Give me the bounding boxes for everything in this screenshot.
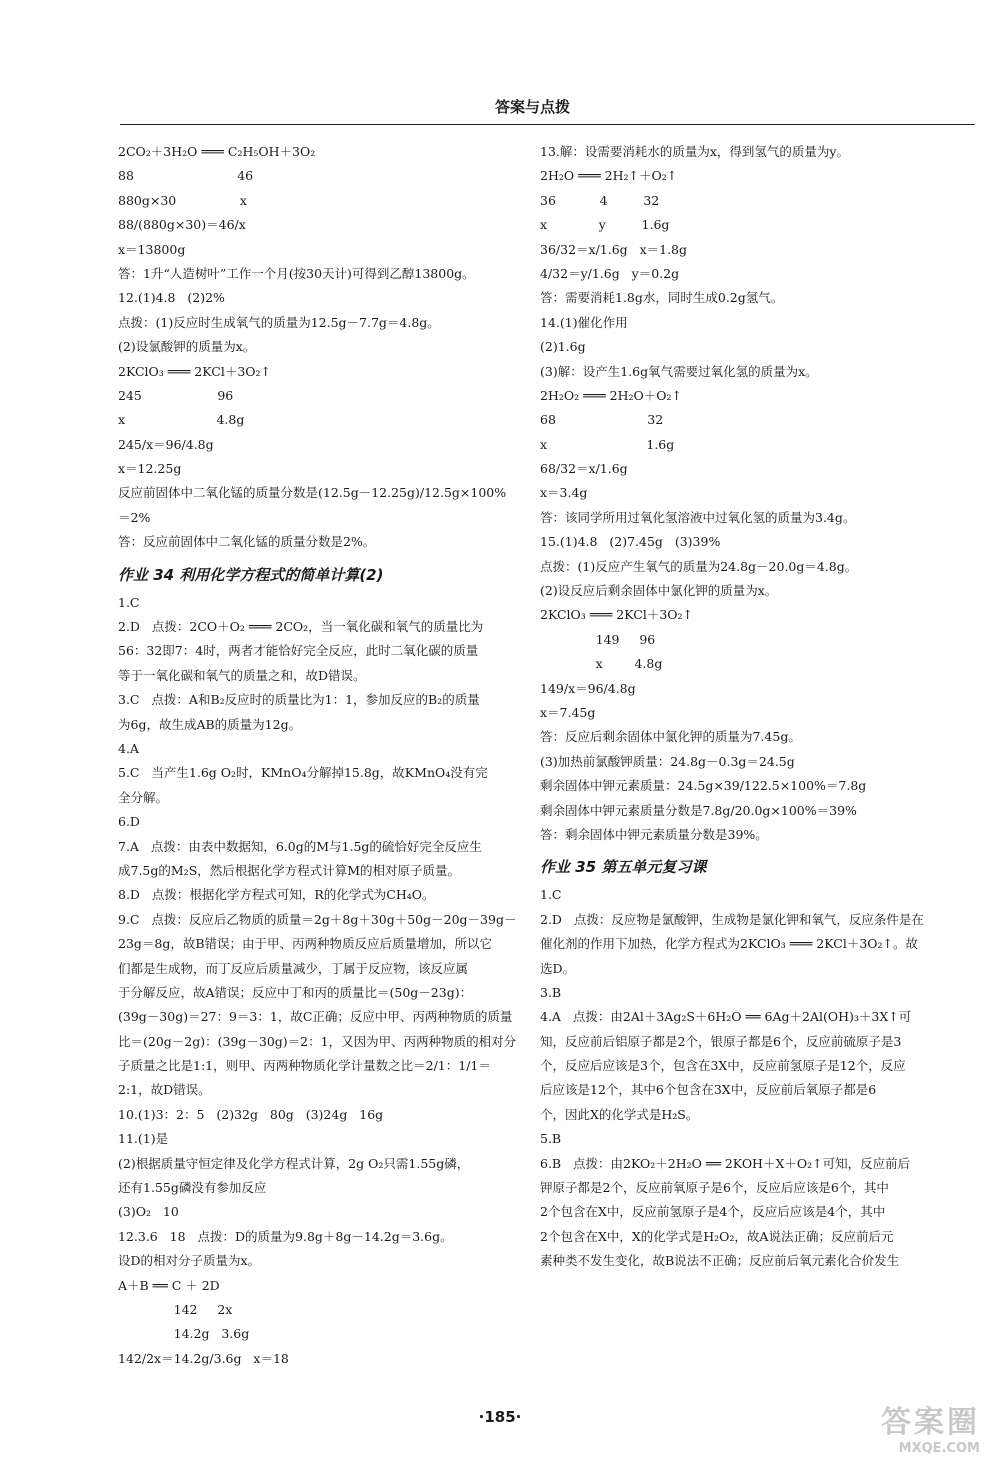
text-line: 2H₂O₂ ═══ 2H₂O＋O₂↑	[540, 387, 682, 403]
text-line: 15.(1)4.8 (2)7.45g (3)39%	[540, 534, 721, 550]
text-line: 个，因此X的化学式是H₂S。	[540, 1106, 699, 1122]
text-line: 还有1.55g磷没有参加反应	[118, 1180, 267, 1196]
text-line: 7.A 点拨：由表中数据知，6.0g的M与1.5g的硫恰好完全反应生	[118, 838, 482, 854]
text-line: 2:1，故D错误。	[118, 1082, 211, 1098]
text-line: 后应该是12个，其中6个包含在3X中，反应前后氧原子都是6	[540, 1082, 877, 1098]
text-line: 成7.5g的M₂S，然后根据化学方程式计算M的相对原子质量。	[118, 862, 461, 878]
text-line: x y 1.6g	[540, 217, 670, 233]
text-line: 1.C	[118, 594, 140, 610]
text-line: 88/(880g×30)＝46/x	[118, 217, 246, 233]
text-line: 4/32＝y/1.6g y＝0.2g	[540, 265, 680, 281]
text-line: 催化剂的作用下加热，化学方程式为2KClO₃ ═══ 2KCl＋3O₂↑。故	[540, 936, 919, 952]
text-line: 23g＝8g，故B错误；由于甲、丙两种物质反应后质量增加，所以它	[118, 936, 493, 952]
text-line: 3.C 点拨：A和B₂反应时的质量比为1：1，参加反应的B₂的质量	[118, 692, 480, 708]
text-line: 4.A 点拨：由2Al＋3Ag₂S＋6H₂O ══ 6Ag＋2Al(OH)₃＋3X↑可	[540, 1009, 912, 1025]
text-line: 们都是生成物，而丁反应后质量减少，丁属于反应物，该反应属	[118, 960, 469, 976]
text-line: 5.B	[540, 1131, 562, 1147]
text-line: 2H₂O ═══ 2H₂↑＋O₂↑	[540, 168, 678, 184]
text-line: 2.D 点拨：反应物是氯酸钾，生成物是氯化钾和氧气，反应条件是在	[540, 911, 924, 927]
text-line: 点拨：(1)反应产生氧气的质量为24.8g－20.0g＝4.8g。	[540, 558, 858, 574]
text-line: 知，反应前后铝原子都是2个，银原子都是6个，反应前硫原子是3	[540, 1033, 902, 1049]
text-line: 答：剩余固体中钾元素质量分数是39%。	[540, 826, 768, 842]
text-line: 等于一氧化碳和氧气的质量之和，故D错误。	[118, 667, 366, 683]
text-line: 245/x＝96/4.8g	[118, 436, 214, 452]
text-line: 13.解：设需要消耗水的质量为x，得到氢气的质量为y。	[540, 144, 849, 159]
text-line: 2个包含在X中，X的化学式是H₂O₂，故A说法正确；反应前后元	[540, 1228, 894, 1244]
text-line: (3)加热前氯酸钾质量：24.8g－0.3g＝24.5g	[540, 753, 795, 769]
left-column	[118, 140, 528, 1371]
text-line: x＝7.45g	[540, 704, 596, 720]
text-line: 6.B 点拨：由2KO₂＋2H₂O ══ 2KOH＋X＋O₂↑可知，反应前后	[540, 1155, 911, 1171]
text-line: 2个包含在X中，反应前氢原子是4个，反应后应该是4个，其中	[540, 1204, 886, 1220]
text-line: 36 4 32	[540, 192, 660, 208]
text-line: (2)1.6g	[540, 339, 586, 355]
right-column	[540, 140, 975, 1274]
watermark-logo: 答案圈	[881, 1405, 980, 1440]
text-line: 答：反应前固体中二氧化锰的质量分数是2%。	[118, 534, 376, 550]
section-heading: 作业 34 利用化学方程式的简单计算(2)	[118, 565, 384, 584]
section-heading: 作业 35 第五单元复习课	[540, 858, 707, 877]
text-line: ＝2%	[118, 509, 151, 525]
text-line: 答：该同学所用过氧化氢溶液中过氧化氢的质量为3.4g。	[540, 509, 856, 525]
text-line: 14.2g 3.6g	[118, 1326, 250, 1342]
text-line: 3.B	[540, 984, 562, 1000]
text-line: 36/32＝x/1.6g x＝1.8g	[540, 241, 688, 257]
text-line: 1.C	[540, 887, 562, 903]
text-line: A＋B ══ C ＋ 2D	[118, 1277, 220, 1293]
page-number: ·185·	[478, 1408, 522, 1426]
text-line: (39g－30g)＝27：9＝3：1，故C正确；反应中甲、丙两种物质的质量	[118, 1009, 513, 1025]
text-line: 全分解。	[118, 789, 169, 805]
text-line: (2)设反应后剩余固体中氯化钾的质量为x。	[540, 583, 778, 599]
text-line: 反应前固体中二氧化锰的质量分数是(12.5g－12.25g)/12.5g×100%	[118, 485, 507, 501]
text-line: 2KClO₃ ═══ 2KCl＋3O₂↑	[118, 363, 272, 379]
text-line: 答：1升“人造树叶”工作一个月(按30天计)可得到乙醇13800g。	[118, 265, 475, 281]
text-line: 6.D	[118, 814, 140, 830]
text-line: 答：需要消耗1.8g水，同时生成0.2g氢气。	[540, 290, 784, 306]
text-line: 12.(1)4.8 (2)2%	[118, 290, 225, 306]
text-line: 245 96	[118, 387, 234, 403]
text-line: 素种类不发生变化，故B说法不正确；反应前后氧元素化合价发生	[540, 1253, 900, 1269]
text-line: 68/32＝x/1.6g	[540, 461, 628, 477]
text-line: 为6g，故生成AB的质量为12g。	[118, 716, 302, 732]
text-line: x＝3.4g	[540, 485, 588, 501]
text-line: 个，反应后应该是3个，包含在3X中，反应前氢原子是12个，反应	[540, 1058, 906, 1074]
text-line: 2.D 点拨：2CO＋O₂ ═══ 2CO₂，当一氧化碳和氧气的质量比为	[118, 619, 484, 635]
text-line: 答：反应后剩余固体中氯化钾的质量为7.45g。	[540, 729, 801, 745]
watermark	[810, 1397, 980, 1457]
text-line: 142/2x＝14.2g/3.6g x＝18	[118, 1350, 289, 1366]
text-line: 56：32即7：4时，两者才能恰好完全反应，此时二氧化碳的质量	[118, 643, 479, 659]
text-line: 9.C 点拨：反应后乙物质的质量＝2g＋8g＋30g＋50g－20g－39g－	[118, 911, 517, 927]
text-line: 于分解反应，故A错误；反应中丁和丙的质量比＝(50g－23g)：	[118, 984, 473, 1000]
text-line: (3)O₂ 10	[118, 1204, 179, 1220]
text-line: 149 96	[540, 631, 656, 647]
text-line: 选D。	[540, 960, 576, 976]
text-line: x 1.6g	[540, 436, 675, 452]
text-line: 11.(1)是	[118, 1131, 169, 1147]
text-line: 88 46	[118, 168, 254, 184]
header-title: 答案与点拨	[494, 98, 570, 116]
text-line: 子质量之比是1:1，则甲、丙两种物质化学计量数之比＝2/1：1/1＝	[118, 1058, 491, 1074]
text-line: 14.(1)催化作用	[540, 314, 628, 330]
text-line: 10.(1)3：2：5 (2)32g 80g (3)24g 16g	[118, 1106, 384, 1122]
text-line: 12.3.6 18 点拨：D的质量为9.8g＋8g－14.2g＝3.6g。	[118, 1228, 453, 1244]
text-line: x 4.8g	[540, 656, 663, 672]
text-line: 142 2x	[118, 1301, 233, 1317]
text-line: (2)设氯酸钾的质量为x。	[118, 339, 256, 355]
text-line: 点拨：(1)反应时生成氧气的质量为12.5g－7.7g＝4.8g。	[118, 314, 440, 330]
text-line: x＝13800g	[118, 241, 186, 257]
watermark-url: MXQE.COM	[898, 1441, 980, 1456]
page-header	[120, 88, 975, 125]
text-line: 8.D 点拨：根据化学方程式可知，R的化学式为CH₄O。	[118, 887, 435, 903]
text-line: 4.A	[118, 740, 139, 756]
text-line: 68 32	[540, 412, 664, 428]
text-line: (2)根据质量守恒定律及化学方程式计算，2g O₂只需1.55g磷，	[118, 1155, 470, 1171]
text-line: 2CO₂＋3H₂O ═══ C₂H₅OH＋3O₂	[118, 144, 316, 159]
text-line: 设D的相对分子质量为x。	[118, 1253, 261, 1269]
text-line: (3)解：设产生1.6g氧气需要过氧化氢的质量为x。	[540, 363, 818, 379]
text-line: 比＝(20g－2g)：(39g－30g)＝2：1，又因为甲、丙两种物质的相对分	[118, 1033, 517, 1049]
text-line: 149/x＝96/4.8g	[540, 680, 636, 696]
text-line: x 4.8g	[118, 412, 245, 428]
text-line: 剩余固体中钾元素质量分数是7.8g/20.0g×100%＝39%	[540, 802, 857, 818]
text-line: 2KClO₃ ═══ 2KCl＋3O₂↑	[540, 607, 694, 623]
text-line: 剩余固体中钾元素质量：24.5g×39/122.5×100%＝7.8g	[540, 778, 867, 794]
text-line: 钾原子都是2个，反应前氧原子是6个，反应后应该是6个，其中	[540, 1180, 889, 1196]
text-line: 5.C 当产生1.6g O₂时，KMnO₄分解掉15.8g，故KMnO₄没有完	[118, 765, 488, 781]
text-line: 880g×30 x	[118, 192, 247, 208]
text-line: x＝12.25g	[118, 461, 182, 477]
